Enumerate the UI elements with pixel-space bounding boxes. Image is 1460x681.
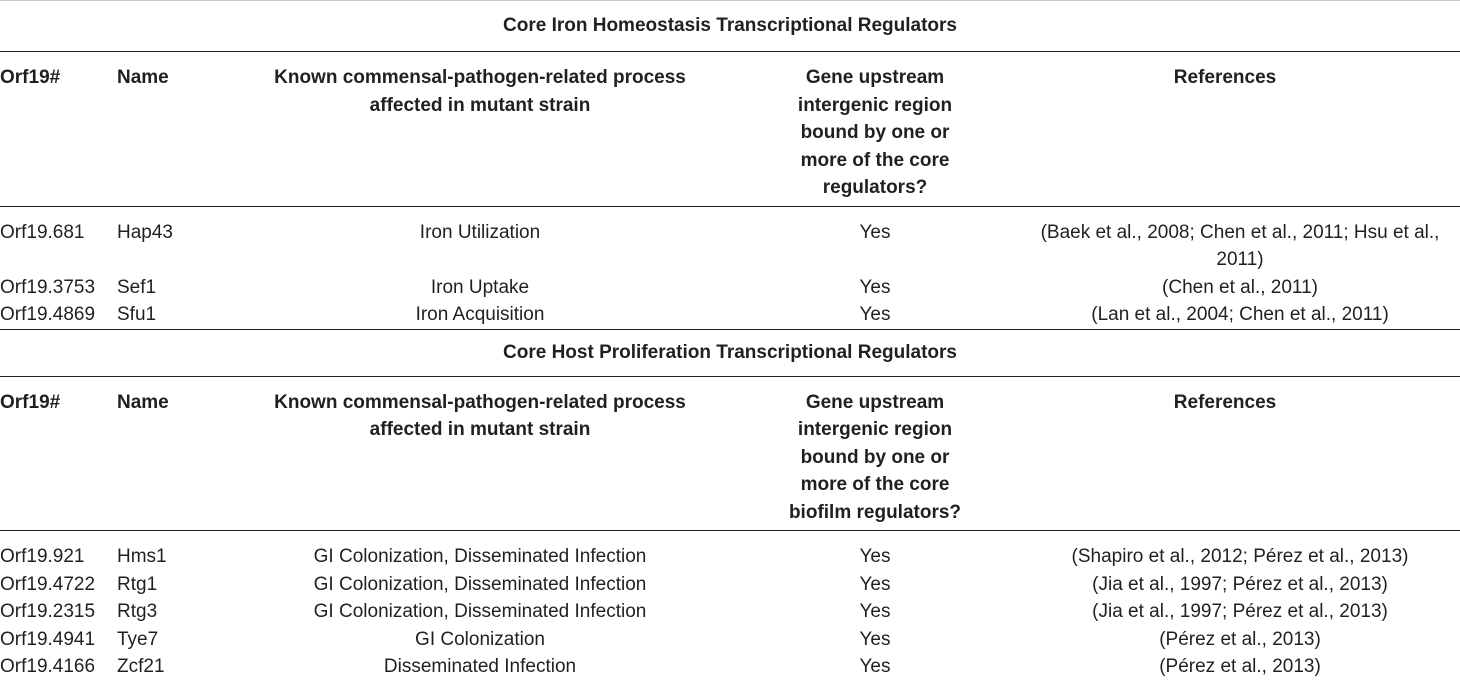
cell-bound: Yes [859,601,891,622]
table-row [0,274,1460,302]
cell-process: Iron Uptake [430,276,530,298]
header-orf: Orf19# [0,376,100,531]
header-process: Known commensal-pathogen-related process affected in mutant strain [200,376,760,531]
cell-bound: Yes [859,304,891,325]
cell-process: Iron Utilization [419,221,541,243]
cell-references: (Chen et al., 2011) [1162,276,1318,298]
cell-name: Rtg3 [117,601,158,622]
cell-process: GI Colonization [415,628,545,650]
cell-orf: Orf19.2315 [0,601,96,622]
section-title-row [0,1,1460,52]
section-title-row [0,329,1460,376]
cell-orf: Orf19.4166 [0,656,96,677]
cell-bound: Yes [859,573,891,595]
cell-orf: Orf19.4722 [0,573,96,595]
cell-orf: Orf19.681 [0,221,85,243]
cell-orf: Orf19.3753 [0,276,96,298]
header-name: Name [100,376,200,531]
header-orf: Orf19# [0,52,100,207]
table-row [0,571,1460,599]
cell-orf: Orf19.4869 [0,304,96,325]
cell-orf: Orf19.4941 [0,628,96,650]
table-row [0,301,1460,329]
cell-process: Iron Acquisition [415,304,545,325]
header-row [0,376,1460,531]
table-row [0,626,1460,654]
cell-bound: Yes [859,276,891,298]
cell-orf: Orf19.921 [0,546,85,567]
header-process: Known commensal-pathogen-related process affected in mutant strain [200,52,760,207]
cell-process: Disseminated Infection [383,656,577,677]
cell-name: Sfu1 [117,304,157,325]
header-references: References [990,376,1460,531]
cell-bound: Yes [859,628,891,650]
cell-references: (Pérez et al., 2013) [1159,628,1321,650]
cell-process: GI Colonization, Disseminated Infection [313,601,647,622]
header-bound: Gene upstream intergenic region bound by one or more of the core biofilm regulators? [760,376,990,531]
table-row [0,653,1460,681]
cell-references: (Lan et al., 2004; Chen et al., 2011) [1091,304,1389,325]
cell-bound: Yes [859,546,891,567]
section-title-iron: Core Iron Homeostasis Transcriptional Regulators [0,1,1460,52]
cell-name: Rtg1 [117,573,158,595]
header-references: References [990,52,1460,207]
section-title-proliferation: Core Host Proliferation Transcriptional Regulators [0,329,1460,376]
table-row [0,531,1460,571]
cell-references: (Baek et al., 2008; Chen et al., 2011; Hsu et al., 2011) [1040,221,1440,270]
cell-process: GI Colonization, Disseminated Infection [313,546,647,567]
cell-references: (Jia et al., 1997; Pérez et al., 2013) [1092,573,1388,595]
cell-process: GI Colonization, Disseminated Infection [313,573,647,595]
header-name: Name [100,52,200,207]
cell-name: Hms1 [117,546,167,567]
cell-references: (Shapiro et al., 2012; Pérez et al., 2013) [1071,546,1409,567]
cell-bound: Yes [859,656,891,677]
header-bound: Gene upstream intergenic region bound by one or more of the core regulators? [760,52,990,207]
cell-name: Tye7 [117,628,159,650]
cell-references: (Jia et al., 1997; Pérez et al., 2013) [1092,601,1388,622]
header-row [0,52,1460,207]
cell-bound: Yes [859,221,891,243]
table-row [0,206,1460,274]
cell-name: Hap43 [117,221,173,243]
cell-name: Sef1 [117,276,157,298]
cell-references: (Pérez et al., 2013) [1159,656,1321,677]
cell-name: Zcf21 [117,656,165,677]
table-row [0,598,1460,626]
